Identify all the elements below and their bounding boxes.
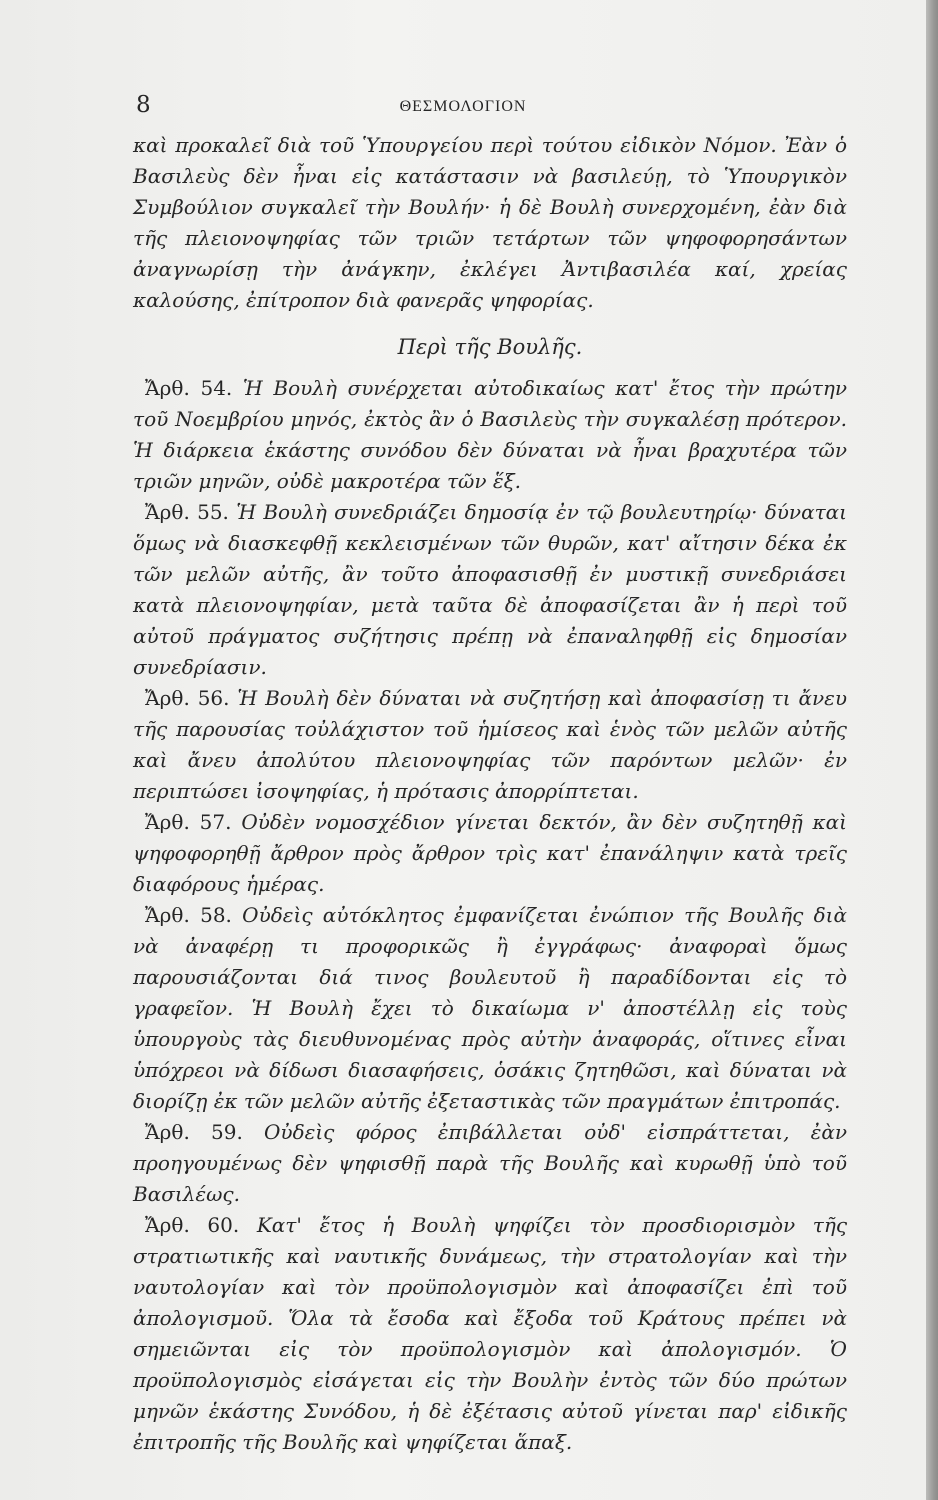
article-59	[133, 1117, 847, 1210]
running-title: ΘΕΣΜΟΛΟΓΙΟΝ	[399, 98, 527, 115]
article-text: Οὐδεὶς αὐτόκλητος ἐμφανίζεται ἐνώπιον τῆς Βουλῆς διὰ νὰ ἀναφέρῃ τι προφορικῶς ἢ ἐγγράφως· ἀναφοραὶ ὅμως παρουσιάζονται διά τινος βουλευτοῦ ἢ παραδίδονται εἰς τὸ γραφεῖον. Ἡ Βουλὴ ἔχει τὸ δικαίωμα ν' ἀποστέλλῃ εἰς τοὺς ὑπουργοὺς τὰς διευθυνομένας πρὸς αὐτὴν ἀναφοράς, οἵτινες εἶναι ὑπόχρεοι νὰ δίδωσι διασαφήσεις, ὁσάκις ζητηθῶσι, καὶ δύναται νὰ διορίζῃ ἐκ τῶν μελῶν αὐτῆς ἐξεταστικὰς τῶν πραγμάτων ἐπιτροπάς.	[133, 903, 847, 1113]
article-text: Οὐδὲν νομοσχέδιον γίνεται δεκτόν, ἂν δὲν συζητηθῇ καὶ ψηφοφορηθῇ ἄρθρον πρὸς ἄρθρον τρὶς κατ' ἐπανάληψιν κατὰ τρεῖς διαφόρους ἡμέρας.	[133, 810, 848, 896]
article-text: Ἡ Βουλὴ συνέρχεται αὐτοδικαίως κατ' ἔτος τὴν πρώτην τοῦ Νοεμβρίου μηνός, ἐκτὸς ἂν ὁ Βασιλεὺς τὴν συγκαλέσῃ πρότερον. Ἡ διάρκεια ἑκάστης συνόδου δὲν δύναται νὰ ἦναι βραχυτέρα τῶν τριῶν μηνῶν, οὐδὲ μακροτέρα τῶν ἕξ.	[133, 376, 847, 493]
article-54	[133, 373, 847, 497]
article-text: Ἡ Βουλὴ συνεδριάζει δημοσίᾳ ἐν τῷ βουλευτηρίῳ· δύναται ὅμως νὰ διασκεφθῇ κεκλεισμένων τῶν θυρῶν, κατ' αἴτησιν δέκα ἐκ τῶν μελῶν αὐτῆς, ἂν τοῦτο ἀποφασισθῇ ἐν μυστικῇ συνεδριάσει κατὰ πλειονοψηφίαν, μετὰ ταῦτα δὲ ἀποφασίζεται ἂν ἡ περὶ τοῦ αὐτοῦ πράγματος συζήτησις πρέπῃ νὰ ἐπαναληφθῇ εἰς δημοσίαν συνεδρίασιν.	[133, 500, 848, 679]
article-60	[133, 1210, 847, 1458]
article-label: Ἄρθ. 54.	[145, 376, 233, 400]
article-label: Ἄρθ. 59.	[145, 1120, 243, 1144]
article-57	[133, 807, 847, 900]
intro-paragraph: καὶ προκαλεῖ διὰ τοῦ Ὑπουργείου περὶ τούτου εἰδικὸν Νόμον. Ἐὰν ὁ Βασιλεὺς δὲν ἦναι εἰς κατάστασιν νὰ βασιλεύῃ, τὸ Ὑπουργικὸν Συμβούλιον συγκαλεῖ τὴν Βουλήν· ἡ δὲ Βουλὴ συνερχομένη, ἐὰν διὰ τῆς πλειονοψηφίας τῶν τριῶν τετάρτων τῶν ψηφοφορησάντων ἀναγνωρίσῃ τὴν ἀνάγκην, ἐκλέγει Ἀντιβασιλέα καί, χρείας καλούσης, ἐπίτροπον διὰ φανερᾶς ψηφορίας.	[133, 133, 847, 312]
article-label: Ἄρθ. 56.	[145, 686, 230, 710]
page-number: 8	[136, 92, 151, 118]
article-label: Ἄρθ. 57.	[145, 810, 232, 834]
article-text: Οὐδεὶς φόρος ἐπιβάλλεται οὐδ' εἰσπράττεται, ἐὰν προηγουμένως δὲν ψηφισθῇ παρὰ τῆς Βουλῆς καὶ κυρωθῇ ὑπὸ τοῦ Βασιλέως.	[133, 1120, 848, 1206]
article-55	[133, 497, 847, 683]
section-heading: Περὶ τῆς Βουλῆς.	[397, 335, 583, 359]
article-label: Ἄρθ. 55.	[145, 500, 229, 524]
page-edge-shadow	[926, 0, 938, 1500]
page-body	[133, 130, 847, 1458]
article-text: Κατ' ἔτος ἡ Βουλὴ ψηφίζει τὸν προσδιορισμὸν τῆς στρατιωτικῆς καὶ ναυτικῆς δυνάμεως, τὴν στρατολογίαν καὶ τὴν ναυτολογίαν καὶ τὸν προϋπολογισμὸν καὶ ἀποφασίζει ἐπὶ τοῦ ἀπολογισμοῦ. Ὅλα τὰ ἔσοδα καὶ ἔξοδα τοῦ Κράτους πρέπει νὰ σημειῶνται εἰς τὸν προϋπολογισμὸν καὶ ἀπολογισμόν. Ὁ προϋπολογισμὸς εἰσάγεται εἰς τὴν Βουλὴν ἐντὸς τῶν δύο πρώτων μηνῶν ἑκάστης Συνόδου, ἡ δὲ ἐξέτασις αὐτοῦ γίνεται παρ' εἰδικῆς ἐπιτροπῆς τῆς Βουλῆς καὶ ψηφίζεται ἅπαξ.	[133, 1213, 848, 1454]
article-58	[133, 900, 847, 1117]
article-label: Ἄρθ. 58.	[145, 903, 232, 927]
article-56	[133, 683, 847, 807]
article-text: Ἡ Βουλὴ δὲν δύναται νὰ συζητήσῃ καὶ ἀποφασίσῃ τι ἄνευ τῆς παρουσίας τοὐλάχιστον τοῦ ἡμίσεος καὶ ἑνὸς τῶν μελῶν αὐτῆς καὶ ἄνευ ἀπολύτου πλειονοψηφίας τῶν παρόντων μελῶν· ἐν περιπτώσει ἰσοψηφίας, ἡ πρότασις ἀπορρίπτεται.	[133, 686, 848, 803]
article-label: Ἄρθ. 60.	[145, 1213, 240, 1237]
